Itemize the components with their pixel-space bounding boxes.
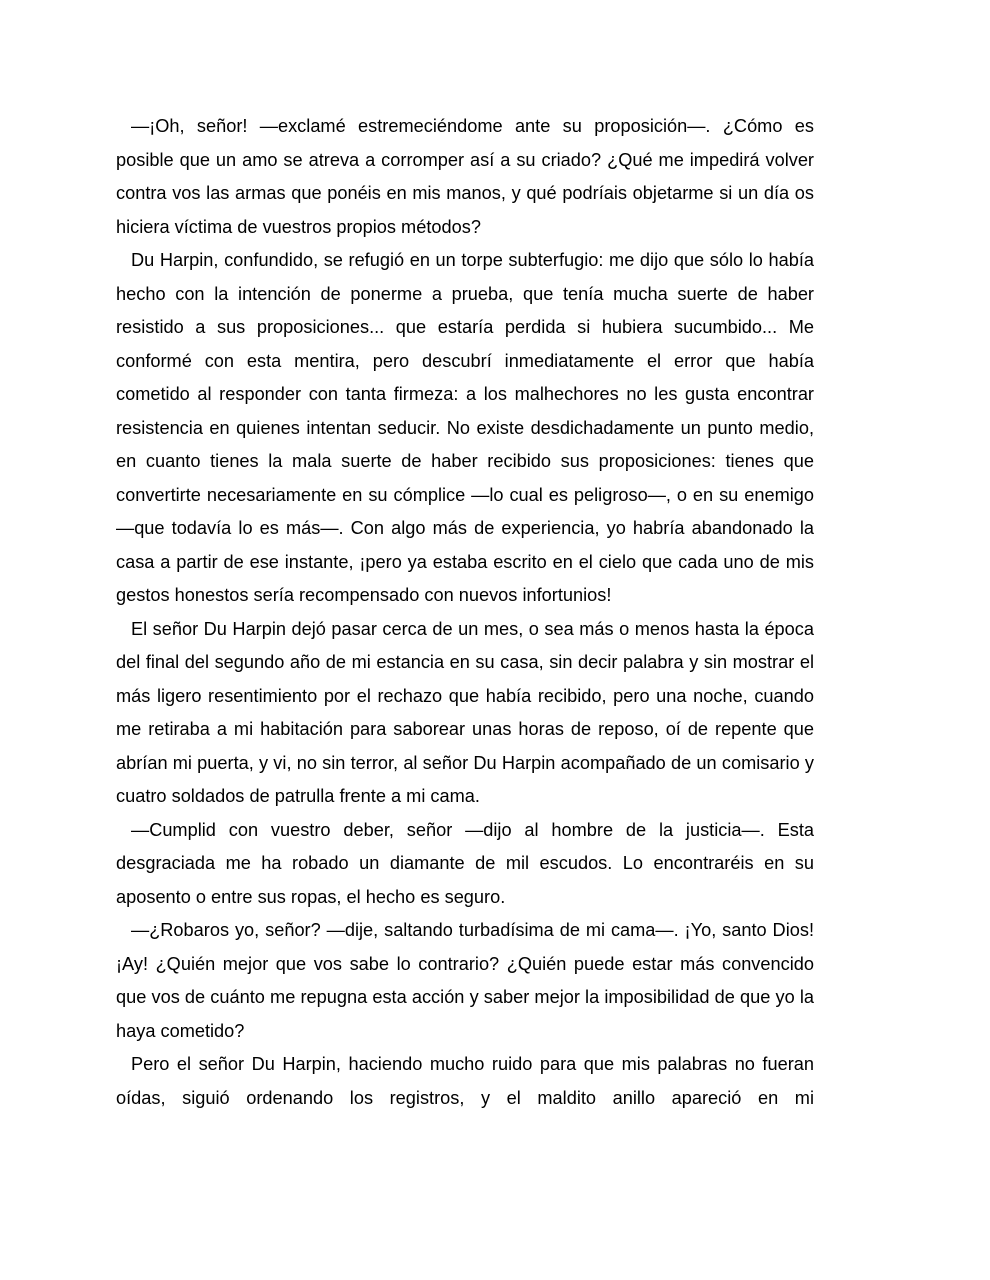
paragraph-3: El señor Du Harpin dejó pasar cerca de un mes, o sea más o menos hasta la época del final del segundo año de mi estancia en su casa, sin decir palabra y sin mostrar el más ligero resentimiento por el rechazo que había recibido, pero una noche, cuando me retiraba a mi habitación para saborear unas horas de reposo, oí de repente que abrían mi puerta, y vi, no sin terror, al señor Du Harpin acompañado de un comisario y cuatro soldados de patrulla frente a mi cama.	[116, 618, 814, 806]
paragraph-1: —¡Oh, señor! —exclamé estremeciéndome ante su proposición—. ¿Cómo es posible que un amo se atreva a corromper así a su criado? ¿Qué me impedirá volver contra vos las armas que ponéis en mis manos, y qué podríais objetarme si un día os hiciera víctima de vuestros propios métodos?	[116, 116, 814, 237]
document-page	[116, 110, 814, 1115]
paragraph-6: Pero el señor Du Harpin, haciendo mucho ruido para que mis palabras no fueran oídas, siguió ordenando los registros, y el maldito anillo apareció en mi	[116, 1054, 814, 1108]
paragraph-4: —Cumplid con vuestro deber, señor —dijo al hombre de la justicia—. Esta desgraciada me ha robado un diamante de mil escudos. Lo encontraréis en su aposento o entre sus ropas, el hecho es seguro.	[116, 819, 814, 907]
paragraph-2: Du Harpin, confundido, se refugió en un torpe subterfugio: me dijo que sólo lo había hecho con la intención de ponerme a prueba, que tenía mucha suerte de haber resistido a sus proposiciones... que estaría perdida si hubiera sucumbido... Me conformé con esta mentira, pero descubrí inmediatamente el error que había cometido al responder con tanta firmeza: a los malhechores no les gusta encontrar resistencia en quienes intentan seducir. No existe desdichadamente un punto medio, en cuanto tienes la mala suerte de haber recibido sus proposiciones: tienes que convertirte necesariamente en su cómplice —lo cual es peligroso—, o en su enemigo —que todavía lo es más—. Con algo más de experiencia, yo habría abandonado la casa a partir de ese instante, ¡pero ya estaba escrito en el cielo que cada uno de mis gestos honestos sería recompensado con nuevos infortunios!	[116, 250, 814, 605]
paragraph-5: —¿Robaros yo, señor? —dije, saltando turbadísima de mi cama—. ¡Yo, santo Dios! ¡Ay! ¿Quién mejor que vos sabe lo contrario? ¿Quién puede estar más convencido que vos de cuánto me repugna esta acción y saber mejor la imposibilidad de que yo la haya cometido?	[116, 920, 814, 1041]
